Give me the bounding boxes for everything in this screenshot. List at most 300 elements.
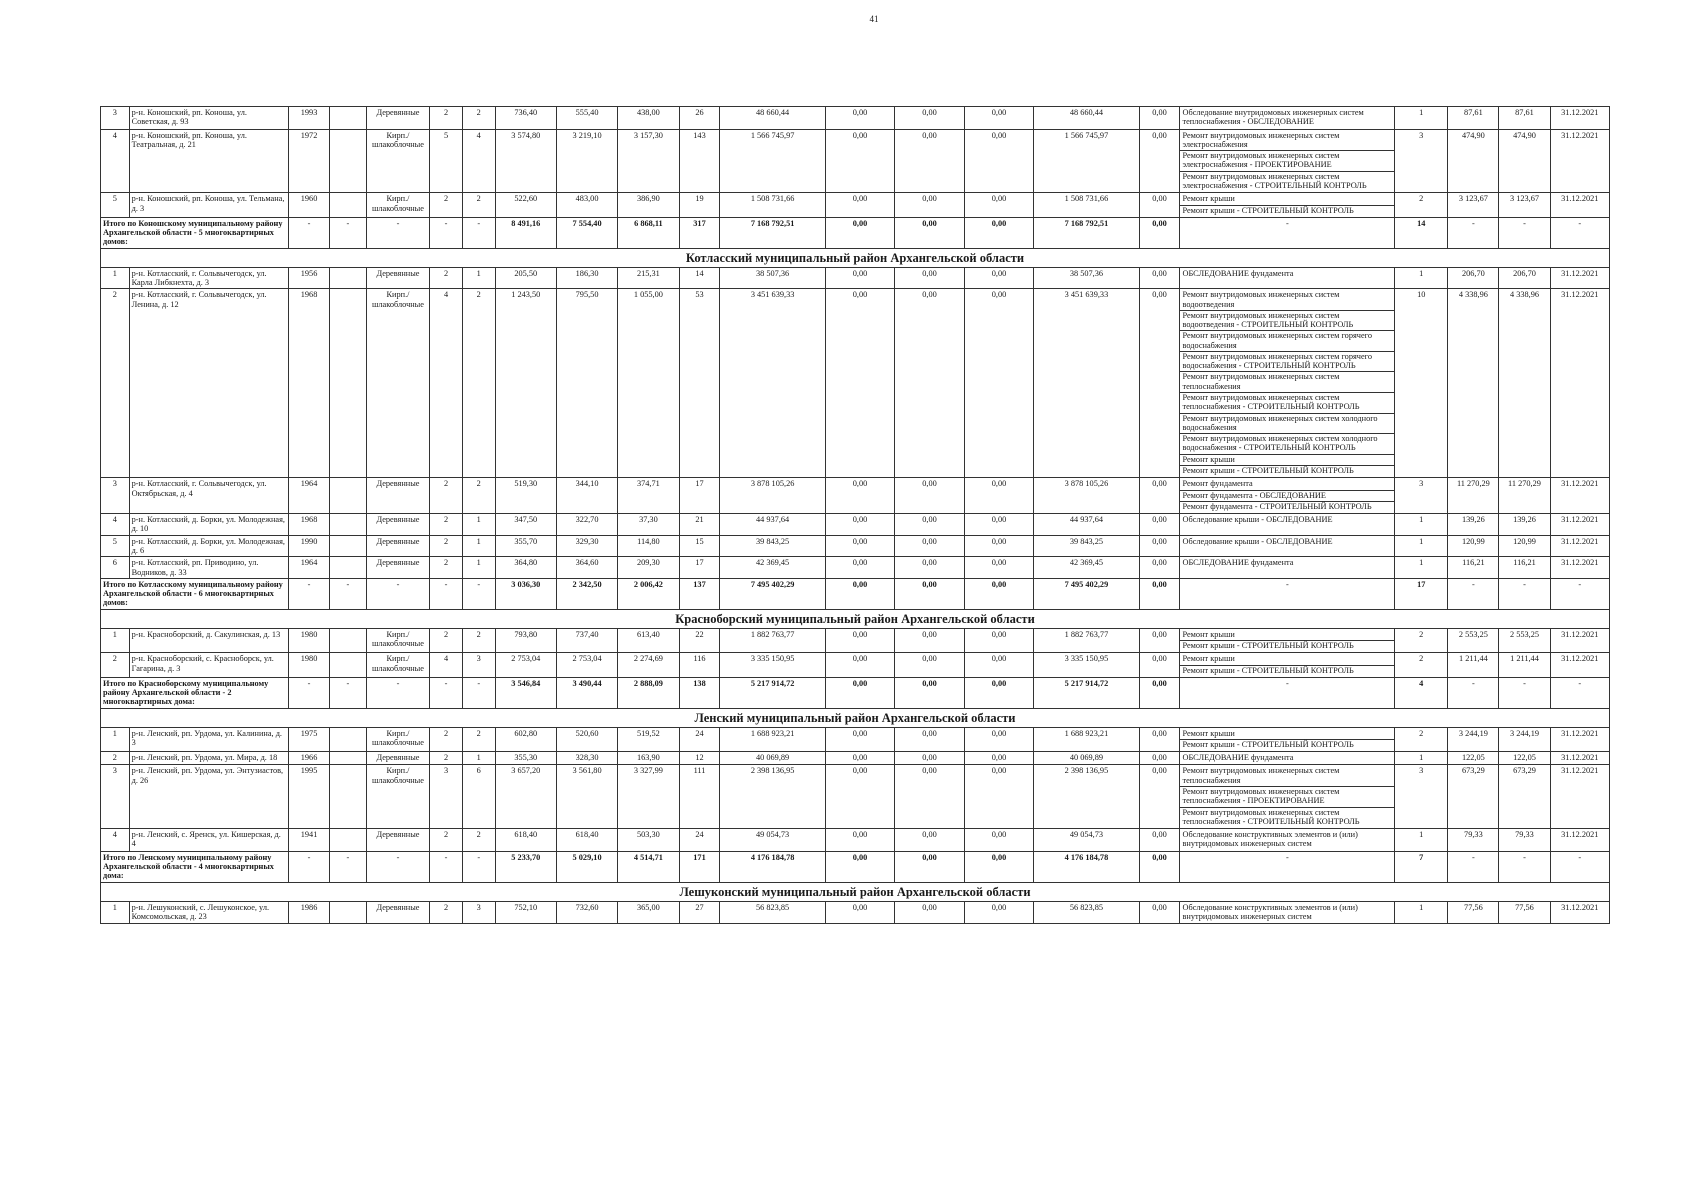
total-count: 17 bbox=[1395, 578, 1448, 609]
value-a3: 114,80 bbox=[618, 535, 679, 557]
value-a1: 355,70 bbox=[495, 535, 556, 557]
house-address: р-н. Ленский, рп. Урдома, ул. Мира, д. 18 bbox=[129, 752, 288, 765]
total-a3: 6 868,11 bbox=[618, 217, 679, 248]
works-cell bbox=[1180, 129, 1395, 193]
work-item: Ремонт фундамента bbox=[1180, 479, 1394, 490]
works-count: 1 bbox=[1395, 107, 1448, 130]
work-item: Ремонт крыши - СТРОИТЕЛЬНЫЙ КОНТРОЛЬ bbox=[1182, 466, 1354, 475]
house-number: 3 bbox=[101, 478, 130, 514]
house-number: 2 bbox=[101, 289, 130, 478]
value-c2: 0,00 bbox=[825, 289, 895, 478]
value-a2: 2 753,04 bbox=[556, 653, 617, 678]
wall-material: Кирп./шлакоблочные bbox=[366, 727, 429, 752]
entrances: 3 bbox=[462, 901, 495, 924]
value-c4: 0,00 bbox=[964, 535, 1034, 557]
total-c3: 0,00 bbox=[895, 578, 965, 609]
register-sheet bbox=[100, 106, 1610, 924]
total-a2: 5 029,10 bbox=[556, 851, 617, 882]
empty-cell bbox=[330, 765, 367, 829]
total-c3: 0,00 bbox=[895, 217, 965, 248]
value-c1: 40 069,89 bbox=[720, 752, 825, 765]
value-a3: 365,00 bbox=[618, 901, 679, 924]
district-header: Ленский муниципальный район Архангельской области bbox=[101, 708, 1610, 727]
total-c4: 0,00 bbox=[964, 217, 1034, 248]
value-c2: 0,00 bbox=[825, 267, 895, 289]
value-a1: 347,50 bbox=[495, 514, 556, 536]
total-count: 14 bbox=[1395, 217, 1448, 248]
value-a1: 364,80 bbox=[495, 557, 556, 579]
entrances: 2 bbox=[462, 289, 495, 478]
wall-material: Деревянные bbox=[366, 535, 429, 557]
unit-price: 2 553,25 bbox=[1499, 628, 1550, 653]
value-c6: 0,00 bbox=[1139, 267, 1180, 289]
entrances: 1 bbox=[462, 557, 495, 579]
works-count: 1 bbox=[1395, 535, 1448, 557]
value-c6: 0,00 bbox=[1139, 653, 1180, 678]
work-item: Обследование крыши - ОБСЛЕДОВАНИЕ bbox=[1182, 515, 1333, 525]
value-c5: 48 660,44 bbox=[1034, 107, 1139, 130]
empty-cell bbox=[330, 478, 367, 514]
unit-price-max: 2 553,25 bbox=[1448, 628, 1499, 653]
total-dash: - bbox=[1550, 578, 1609, 609]
house-address: р-н. Красноборский, д. Сакулинская, д. 13 bbox=[129, 628, 288, 653]
house-address: р-н. Ленский, рп. Урдома, ул. Энтузиастов, д. 26 bbox=[129, 765, 288, 829]
value-c1: 1 508 731,66 bbox=[720, 193, 825, 218]
value-c5: 44 937,64 bbox=[1034, 514, 1139, 536]
value-c6: 0,00 bbox=[1139, 289, 1180, 478]
value-c5: 56 823,85 bbox=[1034, 901, 1139, 924]
unit-price: 122,05 bbox=[1499, 752, 1550, 765]
entrances: 2 bbox=[462, 727, 495, 752]
value-c5: 3 878 105,26 bbox=[1034, 478, 1139, 514]
value-a1: 793,80 bbox=[495, 628, 556, 653]
unit-price-max: 122,05 bbox=[1448, 752, 1499, 765]
total-c6: 0,00 bbox=[1139, 578, 1180, 609]
value-residents: 14 bbox=[679, 267, 720, 289]
value-c1: 48 660,44 bbox=[720, 107, 825, 130]
value-a3: 215,31 bbox=[618, 267, 679, 289]
work-item: ОБСЛЕДОВАНИЕ фундамента bbox=[1182, 268, 1294, 278]
total-dash: - bbox=[430, 217, 463, 248]
total-dash: - bbox=[462, 851, 495, 882]
house-address: р-н. Коношский, рп. Коноша, ул. Советская, д. 93 bbox=[129, 107, 288, 130]
floors: 5 bbox=[430, 129, 463, 193]
value-c4: 0,00 bbox=[964, 829, 1034, 852]
total-residents: 138 bbox=[679, 677, 720, 708]
value-residents: 27 bbox=[679, 901, 720, 924]
total-dash: - bbox=[1448, 677, 1499, 708]
empty-cell bbox=[330, 289, 367, 478]
total-dash: - bbox=[330, 851, 367, 882]
value-c4: 0,00 bbox=[964, 752, 1034, 765]
house-address: р-н. Котласский, рп. Приводино, ул. Водников, д. 33 bbox=[129, 557, 288, 579]
total-residents: 137 bbox=[679, 578, 720, 609]
value-c5: 38 507,36 bbox=[1034, 267, 1139, 289]
unit-price: 1 211,44 bbox=[1499, 653, 1550, 678]
works-cell bbox=[1180, 535, 1395, 557]
house-address: р-н. Коношский, рп. Коноша, ул. Театральная, д. 21 bbox=[129, 129, 288, 193]
value-c6: 0,00 bbox=[1139, 129, 1180, 193]
value-c6: 0,00 bbox=[1139, 193, 1180, 218]
total-c1: 4 176 184,78 bbox=[720, 851, 825, 882]
wall-material: Деревянные bbox=[366, 107, 429, 130]
value-a1: 618,40 bbox=[495, 829, 556, 852]
value-c4: 0,00 bbox=[964, 765, 1034, 829]
value-a2: 795,50 bbox=[556, 289, 617, 478]
work-item: Ремонт крыши - СТРОИТЕЛЬНЫЙ КОНТРОЛЬ bbox=[1182, 205, 1354, 215]
value-c4: 0,00 bbox=[964, 289, 1034, 478]
total-c6: 0,00 bbox=[1139, 217, 1180, 248]
total-dash: - bbox=[289, 217, 330, 248]
value-residents: 26 bbox=[679, 107, 720, 130]
value-c3: 0,00 bbox=[895, 107, 965, 130]
house-number: 2 bbox=[101, 752, 130, 765]
district-header-row bbox=[101, 609, 1610, 628]
house-row bbox=[101, 289, 1610, 478]
empty-cell bbox=[330, 901, 367, 924]
floors: 2 bbox=[430, 829, 463, 852]
build-year: 1968 bbox=[289, 289, 330, 478]
total-c4: 0,00 bbox=[964, 578, 1034, 609]
value-a1: 752,10 bbox=[495, 901, 556, 924]
total-dash: - bbox=[330, 578, 367, 609]
total-count: 4 bbox=[1395, 677, 1448, 708]
value-c3: 0,00 bbox=[895, 478, 965, 514]
wall-material: Кирп./шлакоблочные bbox=[366, 129, 429, 193]
work-item: Ремонт внутридомовых инженерных систем теплоснабжения bbox=[1180, 372, 1394, 393]
district-header-row bbox=[101, 248, 1610, 267]
unit-price: 11 270,29 bbox=[1499, 478, 1550, 514]
empty-cell bbox=[330, 514, 367, 536]
floors: 4 bbox=[430, 653, 463, 678]
completion-date: 31.12.2021 bbox=[1550, 267, 1609, 289]
value-a1: 355,30 bbox=[495, 752, 556, 765]
value-c4: 0,00 bbox=[964, 514, 1034, 536]
value-residents: 116 bbox=[679, 653, 720, 678]
value-c4: 0,00 bbox=[964, 129, 1034, 193]
works-cell bbox=[1180, 107, 1395, 130]
value-c5: 2 398 136,95 bbox=[1034, 765, 1139, 829]
works-count: 1 bbox=[1395, 829, 1448, 852]
value-c2: 0,00 bbox=[825, 107, 895, 130]
works-count: 1 bbox=[1395, 901, 1448, 924]
value-c1: 3 335 150,95 bbox=[720, 653, 825, 678]
total-dash: - bbox=[366, 578, 429, 609]
value-c1: 38 507,36 bbox=[720, 267, 825, 289]
total-dash: - bbox=[1550, 677, 1609, 708]
district-header-row bbox=[101, 708, 1610, 727]
build-year: 1986 bbox=[289, 901, 330, 924]
value-a2: 737,40 bbox=[556, 628, 617, 653]
unit-price: 87,61 bbox=[1499, 107, 1550, 130]
total-c1: 7 495 402,29 bbox=[720, 578, 825, 609]
build-year: 1960 bbox=[289, 193, 330, 218]
floors: 2 bbox=[430, 557, 463, 579]
completion-date: 31.12.2021 bbox=[1550, 557, 1609, 579]
house-row bbox=[101, 752, 1610, 765]
total-c4: 0,00 bbox=[964, 851, 1034, 882]
work-item: Обследование крыши - ОБСЛЕДОВАНИЕ bbox=[1182, 536, 1333, 546]
unit-price-max: 116,21 bbox=[1448, 557, 1499, 579]
works-count: 3 bbox=[1395, 129, 1448, 193]
floors: 2 bbox=[430, 478, 463, 514]
works-count: 2 bbox=[1395, 653, 1448, 678]
value-c4: 0,00 bbox=[964, 267, 1034, 289]
works-count: 3 bbox=[1395, 765, 1448, 829]
value-c3: 0,00 bbox=[895, 653, 965, 678]
unit-price-max: 3 123,67 bbox=[1448, 193, 1499, 218]
wall-material: Кирп./шлакоблочные bbox=[366, 765, 429, 829]
value-residents: 19 bbox=[679, 193, 720, 218]
value-c3: 0,00 bbox=[895, 752, 965, 765]
district-total-row bbox=[101, 677, 1610, 708]
value-c1: 3 451 639,33 bbox=[720, 289, 825, 478]
total-dash: - bbox=[1550, 851, 1609, 882]
value-c6: 0,00 bbox=[1139, 514, 1180, 536]
value-a2: 3 561,80 bbox=[556, 765, 617, 829]
value-a1: 2 753,04 bbox=[495, 653, 556, 678]
total-c6: 0,00 bbox=[1139, 677, 1180, 708]
total-label: Итого по Коношскому муниципальному району Архангельской области - 5 многоквартирных домов: bbox=[101, 217, 289, 248]
work-item: Ремонт внутридомовых инженерных систем электроснабжения - ПРОЕКТИРОВАНИЕ bbox=[1180, 151, 1394, 172]
house-number: 1 bbox=[101, 267, 130, 289]
total-dash: - bbox=[430, 851, 463, 882]
floors: 2 bbox=[430, 267, 463, 289]
entrances: 1 bbox=[462, 752, 495, 765]
value-c1: 42 369,45 bbox=[720, 557, 825, 579]
empty-cell bbox=[330, 193, 367, 218]
value-c4: 0,00 bbox=[964, 653, 1034, 678]
works-count: 1 bbox=[1395, 752, 1448, 765]
value-residents: 17 bbox=[679, 557, 720, 579]
completion-date: 31.12.2021 bbox=[1550, 901, 1609, 924]
house-number: 2 bbox=[101, 653, 130, 678]
unit-price: 3 244,19 bbox=[1499, 727, 1550, 752]
value-c5: 3 451 639,33 bbox=[1034, 289, 1139, 478]
entrances: 4 bbox=[462, 129, 495, 193]
value-a2: 618,40 bbox=[556, 829, 617, 852]
works-cell bbox=[1180, 901, 1395, 924]
total-c5: 4 176 184,78 bbox=[1034, 851, 1139, 882]
total-residents: 317 bbox=[679, 217, 720, 248]
work-item: Ремонт внутридомовых инженерных систем теплоснабжения - СТРОИТЕЛЬНЫЙ КОНТРОЛЬ bbox=[1180, 393, 1394, 414]
wall-material: Деревянные bbox=[366, 901, 429, 924]
empty-cell bbox=[330, 628, 367, 653]
value-c2: 0,00 bbox=[825, 901, 895, 924]
build-year: 1980 bbox=[289, 628, 330, 653]
floors: 2 bbox=[430, 752, 463, 765]
house-address: р-н. Котласский, д. Борки, ул. Молодежная, д. 10 bbox=[129, 514, 288, 536]
house-row bbox=[101, 478, 1610, 514]
floors: 2 bbox=[430, 628, 463, 653]
total-dash: - bbox=[1499, 851, 1550, 882]
unit-price-max: 3 244,19 bbox=[1448, 727, 1499, 752]
value-c1: 3 878 105,26 bbox=[720, 478, 825, 514]
house-row bbox=[101, 628, 1610, 653]
house-row bbox=[101, 765, 1610, 829]
work-item: Ремонт внутридомовых инженерных систем холодного водоснабжения bbox=[1180, 414, 1394, 435]
house-row bbox=[101, 653, 1610, 678]
floors: 2 bbox=[430, 107, 463, 130]
work-item: Ремонт фундамента - ОБСЛЕДОВАНИЕ bbox=[1180, 491, 1394, 502]
works-cell bbox=[1180, 193, 1395, 218]
unit-price: 206,70 bbox=[1499, 267, 1550, 289]
works-count: 2 bbox=[1395, 628, 1448, 653]
work-item: Ремонт внутридомовых инженерных систем теплоснабжения - СТРОИТЕЛЬНЫЙ КОНТРОЛЬ bbox=[1182, 807, 1360, 826]
house-address: р-н. Ленский, рп. Урдома, ул. Калинина, д. 3 bbox=[129, 727, 288, 752]
floors: 3 bbox=[430, 765, 463, 829]
build-year: 1990 bbox=[289, 535, 330, 557]
empty-cell bbox=[330, 653, 367, 678]
build-year: 1964 bbox=[289, 478, 330, 514]
works-count: 1 bbox=[1395, 557, 1448, 579]
wall-material: Деревянные bbox=[366, 557, 429, 579]
work-item: Ремонт внутридомовых инженерных систем электроснабжения - СТРОИТЕЛЬНЫЙ КОНТРОЛЬ bbox=[1182, 171, 1367, 190]
value-c5: 1 508 731,66 bbox=[1034, 193, 1139, 218]
total-dash: - bbox=[330, 217, 367, 248]
value-c6: 0,00 bbox=[1139, 628, 1180, 653]
value-a1: 522,60 bbox=[495, 193, 556, 218]
value-c6: 0,00 bbox=[1139, 535, 1180, 557]
capital-repair-register-table bbox=[100, 106, 1610, 924]
total-dash: - bbox=[1499, 217, 1550, 248]
completion-date: 31.12.2021 bbox=[1550, 478, 1609, 514]
unit-price-max: 77,56 bbox=[1448, 901, 1499, 924]
house-row bbox=[101, 107, 1610, 130]
unit-price-max: 1 211,44 bbox=[1448, 653, 1499, 678]
value-a3: 438,00 bbox=[618, 107, 679, 130]
total-label: Итого по Ленскому муниципальному району Архангельской области - 4 многоквартирных дома: bbox=[101, 851, 289, 882]
work-item: Обследование внутридомовых инженерных систем теплоснабжения - ОБСЛЕДОВАНИЕ bbox=[1182, 108, 1364, 127]
unit-price: 79,33 bbox=[1499, 829, 1550, 852]
total-dash: - bbox=[1180, 851, 1395, 882]
unit-price: 474,90 bbox=[1499, 129, 1550, 193]
value-c4: 0,00 bbox=[964, 557, 1034, 579]
house-row bbox=[101, 557, 1610, 579]
house-row bbox=[101, 514, 1610, 536]
house-number: 4 bbox=[101, 829, 130, 852]
works-cell bbox=[1180, 478, 1395, 514]
value-c6: 0,00 bbox=[1139, 901, 1180, 924]
value-a1: 736,40 bbox=[495, 107, 556, 130]
value-residents: 15 bbox=[679, 535, 720, 557]
value-residents: 24 bbox=[679, 829, 720, 852]
district-header: Лешуконский муниципальный район Архангельской области bbox=[101, 882, 1610, 901]
build-year: 1964 bbox=[289, 557, 330, 579]
value-c3: 0,00 bbox=[895, 267, 965, 289]
value-c3: 0,00 bbox=[895, 535, 965, 557]
register-body bbox=[101, 107, 1610, 924]
total-dash: - bbox=[430, 578, 463, 609]
build-year: 1972 bbox=[289, 129, 330, 193]
total-a2: 3 490,44 bbox=[556, 677, 617, 708]
build-year: 1975 bbox=[289, 727, 330, 752]
total-c2: 0,00 bbox=[825, 578, 895, 609]
value-c3: 0,00 bbox=[895, 289, 965, 478]
work-item: Ремонт крыши - СТРОИТЕЛЬНЫЙ КОНТРОЛЬ bbox=[1182, 739, 1354, 749]
total-label: Итого по Красноборскому муниципальному району Архангельской области - 2 многоквартирных дома: bbox=[101, 677, 289, 708]
build-year: 1968 bbox=[289, 514, 330, 536]
value-c1: 56 823,85 bbox=[720, 901, 825, 924]
empty-cell bbox=[330, 129, 367, 193]
value-c6: 0,00 bbox=[1139, 478, 1180, 514]
house-row bbox=[101, 829, 1610, 852]
value-c6: 0,00 bbox=[1139, 557, 1180, 579]
unit-price: 139,26 bbox=[1499, 514, 1550, 536]
value-a1: 205,50 bbox=[495, 267, 556, 289]
value-c3: 0,00 bbox=[895, 129, 965, 193]
unit-price: 3 123,67 bbox=[1499, 193, 1550, 218]
value-c6: 0,00 bbox=[1139, 765, 1180, 829]
work-item: ОБСЛЕДОВАНИЕ фундамента bbox=[1182, 753, 1294, 763]
value-a3: 2 274,69 bbox=[618, 653, 679, 678]
works-cell bbox=[1180, 289, 1395, 478]
wall-material: Деревянные bbox=[366, 752, 429, 765]
total-a3: 2 888,09 bbox=[618, 677, 679, 708]
value-c5: 1 688 923,21 bbox=[1034, 727, 1139, 752]
total-a1: 3 546,84 bbox=[495, 677, 556, 708]
empty-cell bbox=[330, 829, 367, 852]
build-year: 1941 bbox=[289, 829, 330, 852]
total-dash: - bbox=[330, 677, 367, 708]
works-cell bbox=[1180, 628, 1395, 653]
total-dash: - bbox=[366, 677, 429, 708]
work-item: ОБСЛЕДОВАНИЕ фундамента bbox=[1182, 558, 1294, 568]
completion-date: 31.12.2021 bbox=[1550, 752, 1609, 765]
total-dash: - bbox=[289, 851, 330, 882]
unit-price: 120,99 bbox=[1499, 535, 1550, 557]
district-total-row bbox=[101, 578, 1610, 609]
value-a3: 209,30 bbox=[618, 557, 679, 579]
house-address: р-н. Лешуконский, с. Лешуконское, ул. Комсомольская, д. 23 bbox=[129, 901, 288, 924]
value-residents: 24 bbox=[679, 727, 720, 752]
empty-cell bbox=[330, 267, 367, 289]
value-c4: 0,00 bbox=[964, 478, 1034, 514]
district-total-row bbox=[101, 217, 1610, 248]
house-row bbox=[101, 129, 1610, 193]
unit-price-max: 120,99 bbox=[1448, 535, 1499, 557]
district-header-row bbox=[101, 882, 1610, 901]
work-item: Обследование конструктивных элементов и (или) внутридомовых инженерных систем bbox=[1182, 830, 1358, 849]
value-c5: 3 335 150,95 bbox=[1034, 653, 1139, 678]
total-dash: - bbox=[289, 677, 330, 708]
floors: 2 bbox=[430, 727, 463, 752]
unit-price-max: 139,26 bbox=[1448, 514, 1499, 536]
total-residents: 171 bbox=[679, 851, 720, 882]
build-year: 1956 bbox=[289, 267, 330, 289]
completion-date: 31.12.2021 bbox=[1550, 829, 1609, 852]
value-a3: 3 327,99 bbox=[618, 765, 679, 829]
house-address: р-н. Котласский, г. Сольвычегодск, ул. Карла Либкнехта, д. 3 bbox=[129, 267, 288, 289]
value-a2: 329,30 bbox=[556, 535, 617, 557]
value-c1: 2 398 136,95 bbox=[720, 765, 825, 829]
value-c2: 0,00 bbox=[825, 752, 895, 765]
work-item: Ремонт внутридомовых инженерных систем электроснабжения bbox=[1180, 131, 1394, 152]
work-item: Ремонт внутридомовых инженерных систем горячего водоснабжения - СТРОИТЕЛЬНЫЙ КОНТРОЛЬ bbox=[1180, 352, 1394, 373]
total-dash: - bbox=[462, 677, 495, 708]
floors: 4 bbox=[430, 289, 463, 478]
value-c2: 0,00 bbox=[825, 727, 895, 752]
house-number: 1 bbox=[101, 628, 130, 653]
completion-date: 31.12.2021 bbox=[1550, 514, 1609, 536]
value-c5: 1 882 763,77 bbox=[1034, 628, 1139, 653]
entrances: 1 bbox=[462, 535, 495, 557]
value-c4: 0,00 bbox=[964, 193, 1034, 218]
total-dash: - bbox=[1550, 217, 1609, 248]
unit-price-max: 673,29 bbox=[1448, 765, 1499, 829]
value-c1: 44 937,64 bbox=[720, 514, 825, 536]
value-c3: 0,00 bbox=[895, 628, 965, 653]
